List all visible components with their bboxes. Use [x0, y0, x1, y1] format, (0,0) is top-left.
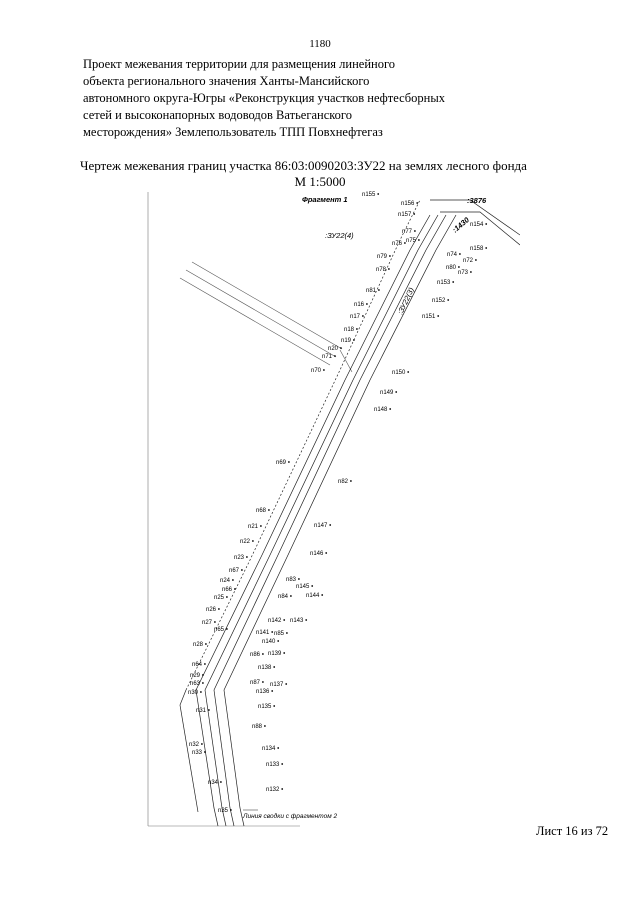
boundary-point-label: n156 — [401, 201, 415, 207]
boundary-point-label: n17 — [350, 314, 361, 320]
boundary-point-marker — [470, 271, 472, 273]
side-road-line — [180, 278, 330, 365]
boundary-point-marker — [281, 763, 283, 765]
boundary-point-marker — [356, 328, 358, 330]
project-title-line: автономного округа-Югры «Реконструкция участков нефтесборных — [83, 91, 445, 105]
boundary-point-marker — [350, 480, 352, 482]
project-title-line: Проект межевания территории для размещения линейного — [83, 57, 396, 71]
boundary-point-label: n70 — [311, 368, 322, 374]
boundary-point-label: n26 — [206, 607, 217, 613]
boundary-point-label: n30 — [188, 690, 199, 696]
boundary-point-marker — [485, 247, 487, 249]
boundary-point-label: n32 — [189, 742, 200, 748]
boundary-point-marker — [366, 303, 368, 305]
boundary-point-label: n69 — [276, 460, 287, 466]
boundary-point-marker — [204, 751, 206, 753]
boundary-point-label: n72 — [463, 258, 474, 264]
boundary-point-marker — [353, 339, 355, 341]
corridor-line — [196, 215, 430, 690]
boundary-point-marker — [288, 461, 290, 463]
boundary-point-marker — [226, 628, 228, 630]
boundary-point-marker — [226, 596, 228, 598]
boundary-point-label: n158 — [470, 246, 484, 252]
boundary-point-marker — [218, 608, 220, 610]
boundary-point-marker — [334, 355, 336, 357]
boundary-point-marker — [407, 371, 409, 373]
boundary-point-label: n78 — [376, 267, 387, 273]
boundary-point-label: n66 — [222, 587, 233, 593]
boundary-point-marker — [298, 578, 300, 580]
boundary-point-marker — [277, 640, 279, 642]
boundary-point-marker — [321, 594, 323, 596]
boundary-point-marker — [458, 266, 460, 268]
boundary-point-marker — [413, 213, 415, 215]
boundary-point-marker — [208, 709, 210, 711]
boundary-point-label: n153 — [437, 280, 451, 286]
boundary-point-marker — [404, 242, 406, 244]
boundary-point-marker — [459, 253, 461, 255]
boundary-point-label: n16 — [354, 302, 365, 308]
parcel-label: :ЗУ22(4) — [325, 231, 354, 240]
boundary-point-label: n33 — [192, 750, 203, 756]
boundary-point-label: n87 — [250, 680, 261, 686]
boundary-point-marker — [340, 347, 342, 349]
boundary-point-label: n144 — [306, 593, 320, 599]
boundary-point-marker — [325, 552, 327, 554]
corridor-line — [214, 690, 234, 826]
boundary-point-marker — [475, 259, 477, 261]
boundary-point-marker — [377, 193, 379, 195]
boundary-point-marker — [437, 315, 439, 317]
project-title — [83, 56, 553, 141]
sheet-number: Лист 16 из 72 — [536, 824, 609, 838]
boundary-point-marker — [285, 683, 287, 685]
boundary-point-marker — [202, 674, 204, 676]
boundary-point-label: n35 — [218, 808, 229, 814]
boundary-point-label: n154 — [470, 222, 484, 228]
boundary-point-label: n74 — [447, 252, 458, 258]
boundary-point-label: n134 — [262, 746, 276, 752]
boundary-point-marker — [286, 632, 288, 634]
boundary-point-label: n27 — [202, 620, 213, 626]
parcel-label: :ЗУ22(3) — [395, 286, 416, 316]
boundary-point-label: n76 — [392, 241, 403, 247]
boundary-point-marker — [323, 369, 325, 371]
boundary-point-marker — [414, 230, 416, 232]
boundary-point-marker — [252, 540, 254, 542]
boundary-point-marker — [329, 524, 331, 526]
boundary-point-marker — [204, 663, 206, 665]
boundary-point-marker — [264, 725, 266, 727]
boundary-point-label: n19 — [341, 338, 352, 344]
boundary-point-label: n88 — [252, 724, 263, 730]
boundary-point-label: n20 — [328, 346, 339, 352]
parcel-label: :1430 — [450, 215, 471, 235]
boundary-point-marker — [232, 579, 234, 581]
boundary-point-label: n140 — [262, 639, 276, 645]
boundary-point-label: n18 — [344, 327, 355, 333]
boundary-point-label: n25 — [214, 595, 225, 601]
boundary-point-marker — [246, 556, 248, 558]
boundary-point-label: n137 — [270, 682, 284, 688]
corridor-line — [205, 215, 438, 690]
boundary-point-label: n65 — [214, 627, 225, 633]
link-label: Линия сводки с фрагментом 2 — [243, 813, 338, 820]
boundary-point-label: n132 — [266, 787, 280, 793]
boundary-point-marker — [388, 268, 390, 270]
boundary-point-marker — [273, 705, 275, 707]
boundary-point-marker — [395, 391, 397, 393]
boundary-point-label: n31 — [196, 708, 207, 714]
boundary-point-label: n149 — [380, 390, 394, 396]
boundary-point-marker — [418, 239, 420, 241]
boundary-point-label: n142 — [268, 618, 282, 624]
boundary-point-label: n83 — [286, 577, 297, 583]
boundary-point-label: n23 — [234, 555, 245, 561]
boundary-point-label: n81 — [366, 288, 377, 294]
boundary-point-marker — [281, 788, 283, 790]
boundary-point-marker — [202, 682, 204, 684]
boundary-point-label: n29 — [190, 673, 201, 679]
boundary-point-label: n84 — [278, 594, 289, 600]
boundary-point-label: n75 — [406, 238, 417, 244]
boundary-point-label: n24 — [220, 578, 231, 584]
boundary-point-label: n145 — [296, 584, 310, 590]
boundary-point-label: n141 — [256, 630, 270, 636]
boundary-point-label: n22 — [240, 539, 251, 545]
project-title-line: месторождения» Землепользователь ТПП Повхнефтегаз — [83, 125, 383, 139]
boundary-point-label: n80 — [446, 265, 457, 271]
boundary-point-marker — [200, 691, 202, 693]
corridor-line — [214, 215, 446, 690]
project-title-line: объекта регионального значения Ханты-Мансийского — [83, 74, 370, 88]
boundary-point-label: n155 — [362, 192, 376, 198]
boundary-point-marker — [283, 652, 285, 654]
boundary-point-marker — [447, 299, 449, 301]
boundary-point-marker — [268, 509, 270, 511]
corridor-lines — [180, 200, 520, 826]
boundary-point-label: n148 — [374, 407, 388, 413]
boundary-drawing — [140, 188, 520, 828]
boundary-point-marker — [311, 585, 313, 587]
boundary-point-marker — [378, 289, 380, 291]
boundary-point-marker — [214, 621, 216, 623]
boundary-point-marker — [271, 690, 273, 692]
boundary-point-marker — [283, 619, 285, 621]
boundary-point-label: n152 — [432, 298, 446, 304]
drawing-frame — [148, 192, 300, 826]
boundary-point-label: n146 — [310, 551, 324, 557]
boundary-point-marker — [277, 747, 279, 749]
project-title-line: сетей и высоконапорных водоводов Ватьеганского — [83, 108, 353, 122]
boundary-point-marker — [389, 408, 391, 410]
boundary-point-marker — [201, 743, 203, 745]
boundary-point-marker — [452, 281, 454, 283]
boundary-point-marker — [205, 643, 207, 645]
boundary-point-label: n147 — [314, 523, 328, 529]
boundary-point-label: n85 — [274, 631, 285, 637]
drawing-scale: М 1:5000 — [294, 174, 346, 189]
boundary-point-label: n77 — [402, 229, 413, 235]
boundary-point-label: n79 — [377, 254, 388, 260]
side-road-line — [192, 262, 342, 349]
drawing-title: Чертеж межевания границ участка 86:03:0090203:ЗУ22 на землях лесного фонда — [80, 158, 527, 173]
boundary-point-marker — [262, 681, 264, 683]
boundary-point-label: n64 — [192, 662, 203, 668]
point-labels — [188, 192, 487, 814]
boundary-point-marker — [241, 569, 243, 571]
boundary-point-marker — [271, 631, 273, 633]
corridor-line — [186, 200, 420, 690]
boundary-point-label: n151 — [422, 314, 436, 320]
corridor-line — [224, 215, 456, 690]
boundary-point-marker — [260, 525, 262, 527]
fragment-label: Фрагмент 1 — [302, 195, 348, 204]
boundary-point-label: n133 — [266, 762, 280, 768]
boundary-point-label: n135 — [258, 704, 272, 710]
side-road-line — [186, 270, 336, 357]
side-road-end — [340, 350, 352, 372]
boundary-point-label: n73 — [458, 270, 469, 276]
boundary-point-label: n150 — [392, 370, 406, 376]
boundary-point-label: n34 — [208, 780, 219, 786]
boundary-point-marker — [230, 809, 232, 811]
corridor-line — [430, 200, 520, 235]
boundary-point-marker — [485, 223, 487, 225]
boundary-point-marker — [305, 619, 307, 621]
boundary-point-marker — [234, 588, 236, 590]
boundary-point-marker — [273, 666, 275, 668]
boundary-point-label: n68 — [256, 508, 267, 514]
corridor-line — [224, 690, 244, 826]
boundary-point-label: n138 — [258, 665, 272, 671]
parcel-label: :3876 — [467, 196, 487, 205]
boundary-point-marker — [389, 255, 391, 257]
boundary-point-label: n139 — [268, 651, 282, 657]
boundary-point-label: n21 — [248, 524, 259, 530]
boundary-point-marker — [362, 315, 364, 317]
boundary-point-label: n71 — [322, 354, 333, 360]
boundary-point-marker — [262, 653, 264, 655]
boundary-point-label: n82 — [338, 479, 349, 485]
boundary-point-marker — [220, 781, 222, 783]
boundary-point-marker — [416, 202, 418, 204]
boundary-point-label: n143 — [290, 618, 304, 624]
boundary-point-marker — [290, 595, 292, 597]
boundary-point-label: n63 — [190, 681, 201, 687]
boundary-point-label: n28 — [193, 642, 204, 648]
boundary-point-label: n157 — [398, 212, 412, 218]
boundary-point-label: n86 — [250, 652, 261, 658]
boundary-point-label: n67 — [229, 568, 240, 574]
boundary-point-label: n136 — [256, 689, 270, 695]
page-number: 1180 — [309, 38, 331, 50]
